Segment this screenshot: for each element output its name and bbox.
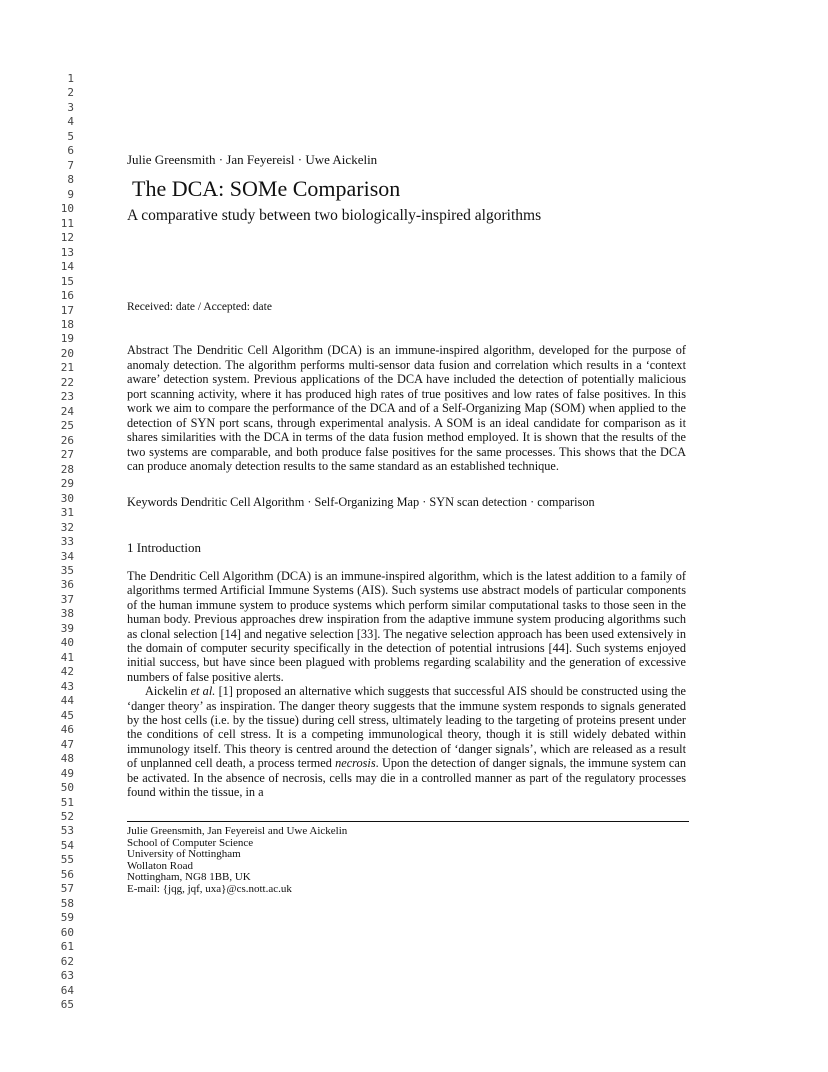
paper-title: The DCA: SOMe Comparison (132, 176, 401, 201)
section-heading: 1 Introduction (127, 540, 202, 555)
footnote-city: Nottingham, NG8 1BB, UK (127, 871, 251, 884)
footnote-university: University of Nottingham (127, 848, 241, 861)
line-number: 10 (60, 202, 74, 216)
line-number: 47 (60, 737, 74, 751)
line-number: 57 (60, 882, 74, 896)
line-number: 64 (60, 983, 74, 997)
abstract-block (127, 343, 686, 474)
cited-author: Aickelin (145, 684, 188, 699)
et-al: et al. (190, 684, 216, 699)
term-necrosis: necrosis (335, 756, 376, 771)
line-number: 16 (60, 289, 74, 303)
line-number: 11 (60, 216, 74, 230)
footnote-names: Julie Greensmith, Jan Feyereisl and Uwe Aickelin (127, 825, 348, 837)
line-number: 4 (67, 115, 74, 129)
keywords-line (127, 495, 717, 510)
author-affiliation-footnote (127, 826, 347, 896)
line-number: 34 (60, 549, 74, 563)
line-number: 56 (60, 867, 74, 881)
line-number-gutter (0, 0, 74, 1072)
line-number: 2 (67, 86, 74, 100)
line-number: 25 (60, 419, 74, 433)
line-number: 9 (67, 187, 74, 201)
line-number: 48 (60, 752, 74, 766)
line-number: 6 (67, 144, 74, 158)
line-number: 18 (60, 317, 74, 331)
line-number: 35 (60, 563, 74, 577)
line-number: 40 (60, 636, 74, 650)
line-number: 44 (60, 694, 74, 708)
footnote-divider (127, 821, 689, 822)
line-number: 54 (60, 838, 74, 852)
line-number: 24 (60, 404, 74, 418)
line-number: 31 (60, 506, 74, 520)
paragraph-2-text-b: . Upon the detection of danger signals, the immune system can be activated. In the absence of necrosis, cells may die in a controlled manner as part of the regulatory processes found within the tissue, in a (127, 756, 687, 800)
line-number: 17 (60, 303, 74, 317)
line-number: 26 (60, 433, 74, 447)
line-number: 65 (60, 998, 74, 1012)
abstract-label: Abstract (127, 343, 169, 357)
line-number: 15 (60, 274, 74, 288)
abstract-text: The Dendritic Cell Algorithm (DCA) is an immune-inspired algorithm, developed for the purpose of anomaly detection. The algorithm performs multi-sensor data fusion and correlation which results in a ‘context aware’ detection system. Previous applications of the DCA have included the detection of potentially malicious port scanning activity, where it has produced high rates of true positives and low rates of false positives. In this work we aim to compare the performance of the DCA and of a Self-Organizing Map (SOM) when applied to the detection of SYN port scans, through experimental analysis. A SOM is an ideal candidate for comparison as it shares similarities with the DCA in terms of the data fusion method employed. It is shown that the results of the two systems are comparable, and both produce false positives for the same processes. This shows that the DCA can produce anomaly detection results to the same standard as an established technique. (127, 343, 686, 473)
footnote-road: Wollaton Road (127, 859, 194, 872)
introduction-body (127, 569, 686, 800)
line-number: 52 (60, 809, 74, 823)
line-number: 21 (60, 361, 74, 375)
line-number: 39 (60, 621, 74, 635)
line-number: 43 (60, 679, 74, 693)
author-line: Julie Greensmith · Jan Feyereisl · Uwe Aickelin (127, 152, 378, 167)
keywords-text: Dendritic Cell Algorithm · Self-Organizing Map · SYN scan detection · comparison (180, 495, 595, 509)
line-number: 41 (60, 650, 74, 664)
line-number: 30 (60, 491, 74, 505)
line-number: 37 (60, 592, 74, 606)
line-number: 14 (60, 260, 74, 274)
line-number: 19 (60, 332, 74, 346)
line-number: 58 (60, 896, 74, 910)
line-number: 53 (60, 824, 74, 838)
line-number: 28 (60, 462, 74, 476)
paper-subtitle: A comparative study between two biologically-inspired algorithms (127, 207, 542, 224)
line-number: 45 (60, 708, 74, 722)
line-number: 13 (60, 245, 74, 259)
line-number: 33 (60, 535, 74, 549)
line-number: 20 (60, 346, 74, 360)
line-number: 63 (60, 969, 74, 983)
line-number: 3 (67, 100, 74, 114)
line-number: 55 (60, 853, 74, 867)
line-number: 62 (60, 954, 74, 968)
line-number: 22 (60, 375, 74, 389)
line-number: 59 (60, 911, 74, 925)
footnote-email: E-mail: {jqg, jqf, uxa}@cs.nott.ac.uk (127, 882, 292, 895)
line-number: 32 (60, 520, 74, 534)
line-number: 36 (60, 578, 74, 592)
received-accepted-dates: Received: date / Accepted: date (127, 301, 272, 313)
paragraph-2-text-a: [1] proposed an alternative which suggests that successful AIS should be constructed using the ‘danger theory’ as inspiration. The danger theory suggests that the immune system responds to signals generated by the host cells (i.e. by the tissue) during cell stress, ultimately leading to the targeting of proteins present under the conditions of cell stress. It is a competing immunological theory, though it is still widely debated within immunology itself. This theory is centred around the detection of ‘danger signals’, which are released as a result of unplanned cell death, a process termed (127, 684, 687, 771)
line-number: 50 (60, 781, 74, 795)
line-number: 51 (60, 795, 74, 809)
line-number: 42 (60, 665, 74, 679)
line-number: 7 (67, 158, 74, 172)
line-number: 1 (67, 72, 74, 85)
line-number: 27 (60, 448, 74, 462)
line-number: 29 (60, 477, 74, 491)
keywords-label: Keywords (127, 495, 178, 509)
line-number: 60 (60, 925, 74, 939)
line-number: 12 (60, 231, 74, 245)
line-number: 49 (60, 766, 74, 780)
line-number: 46 (60, 723, 74, 737)
line-number: 61 (60, 940, 74, 954)
line-number: 5 (67, 129, 74, 143)
line-number: 38 (60, 607, 74, 621)
line-number: 8 (67, 173, 74, 187)
footnote-department: School of Computer Science (127, 836, 254, 849)
intro-paragraph-2 (127, 684, 686, 799)
line-number: 23 (60, 390, 74, 404)
intro-paragraph-1: The Dendritic Cell Algorithm (DCA) is an immune-inspired algorithm, which is the latest addition to a family of algorithms termed Artificial Immune Systems (AIS). Such systems use abstract models of particular components of the human immune system to produce systems which perform similar computational tasks to those seen in the human body. Previous approaches drew inspiration from the adaptive immune system producing algorithms such as clonal selection [14] and negative selection [33]. The negative selection approach has been used extensively in the domain of computer security specifically in the detection of potential intrusions [44]. Such systems enjoyed initial success, but have since been plagued with problems regarding scalability and the generation of excessive numbers of false positive alerts. (127, 569, 686, 684)
